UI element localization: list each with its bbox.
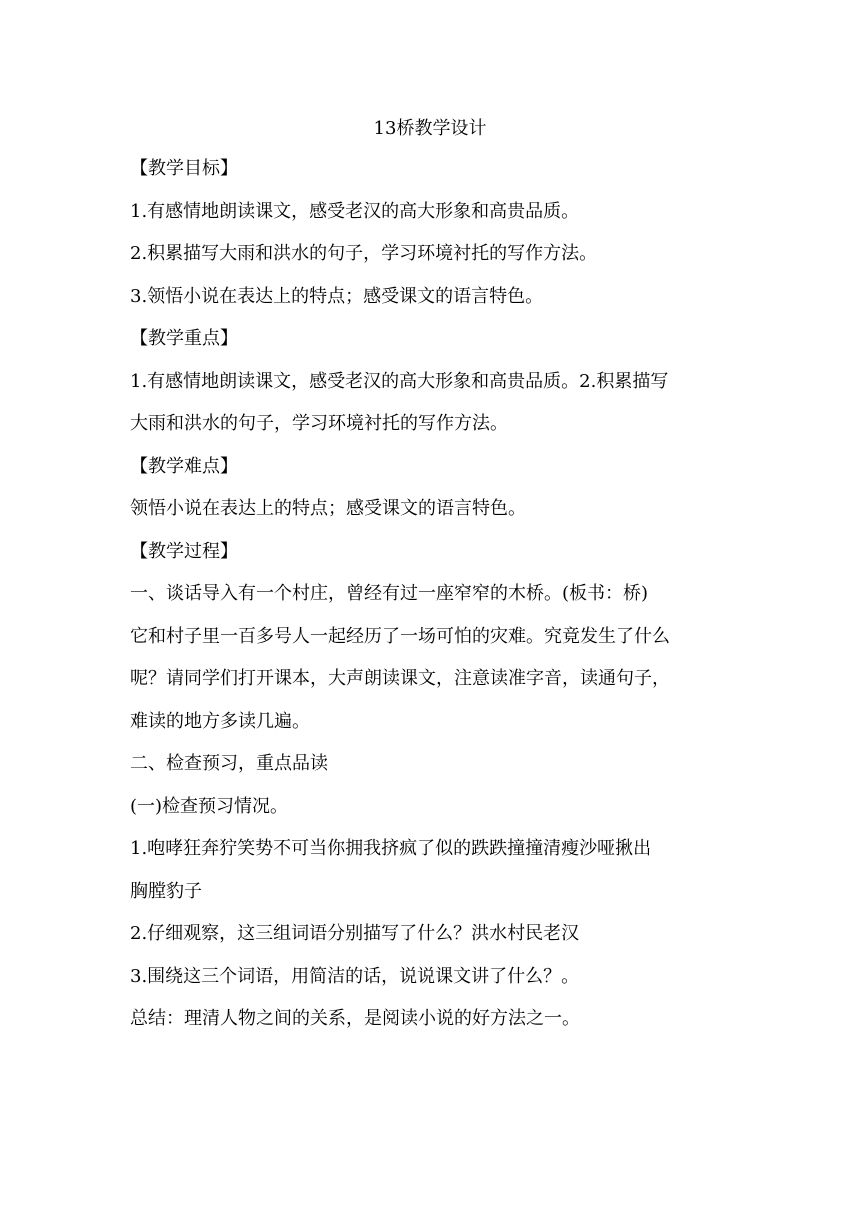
paragraph (130, 361, 730, 446)
section-heading: 【教学难点】 (130, 455, 238, 477)
paragraph-line: 它和村子里一百多号人一起经历了一场可怕的灾难。究竟发生了什么 (130, 625, 670, 647)
paragraph (130, 191, 730, 234)
paragraph (130, 573, 730, 743)
paragraph (130, 913, 730, 956)
paragraph-line: 领悟小说在表达上的特点；感受课文的语言特色。 (130, 498, 526, 519)
paragraph-line: 难读的地方多读几遍。 (130, 710, 310, 732)
paragraph-line: 1.有感情地朗读课文，感受老汉的高大形象和高贵品质。 (130, 200, 580, 222)
paragraph-line: 一、谈话导入有一个村庄，曾经有过一座窄窄的木桥。(板书：桥) (130, 583, 649, 604)
paragraph-line: 3.围绕这三个词语，用简洁的话，说说课文讲了什么？。 (130, 965, 580, 987)
document-page (130, 109, 730, 1041)
paragraph-line: (一)检查预习情况。 (130, 795, 289, 817)
paragraph-line: 1.有感情地朗读课文，感受老汉的高大形象和高贵品质。2.积累描写 (130, 370, 669, 392)
paragraph (130, 998, 730, 1041)
paragraph (130, 743, 730, 786)
paragraph-line: 总结：理清人物之间的关系，是阅读小说的好方法之一。 (130, 1008, 580, 1029)
paragraph (130, 488, 730, 531)
paragraph-line: 2.仔细观察，这三组词语分别描写了什么？洪水村民老汉 (130, 923, 580, 944)
paragraph (130, 233, 730, 276)
paragraph (130, 828, 730, 913)
document-body (130, 148, 730, 1041)
document-title: 13桥教学设计 (373, 118, 487, 139)
paragraph-line: 大雨和洪水的句子，学习环境衬托的写作方法。 (130, 413, 508, 434)
paragraph (130, 276, 730, 319)
section-heading: 【教学重点】 (130, 328, 238, 349)
paragraph (130, 956, 730, 999)
paragraph-line: 3.领悟小说在表达上的特点；感受课文的语言特色。 (130, 285, 544, 307)
paragraph-line: 2.积累描写大雨和洪水的句子，学习环境衬托的写作方法。 (130, 243, 598, 264)
paragraph-line: 二、检查预习，重点品读 (130, 753, 328, 774)
paragraph (130, 786, 730, 829)
paragraph-line: 1.咆哮狂奔狞笑势不可当你拥我挤疯了似的跌跌撞撞清瘦沙哑揪出 (130, 838, 652, 859)
paragraph-line: 呢？请同学们打开课本，大声朗读课文，注意读准字音，读通句子， (130, 668, 670, 689)
section-heading: 【教学目标】 (130, 158, 238, 179)
section-heading: 【教学过程】 (130, 540, 238, 562)
paragraph-line: 胸膛豹子 (130, 880, 202, 902)
